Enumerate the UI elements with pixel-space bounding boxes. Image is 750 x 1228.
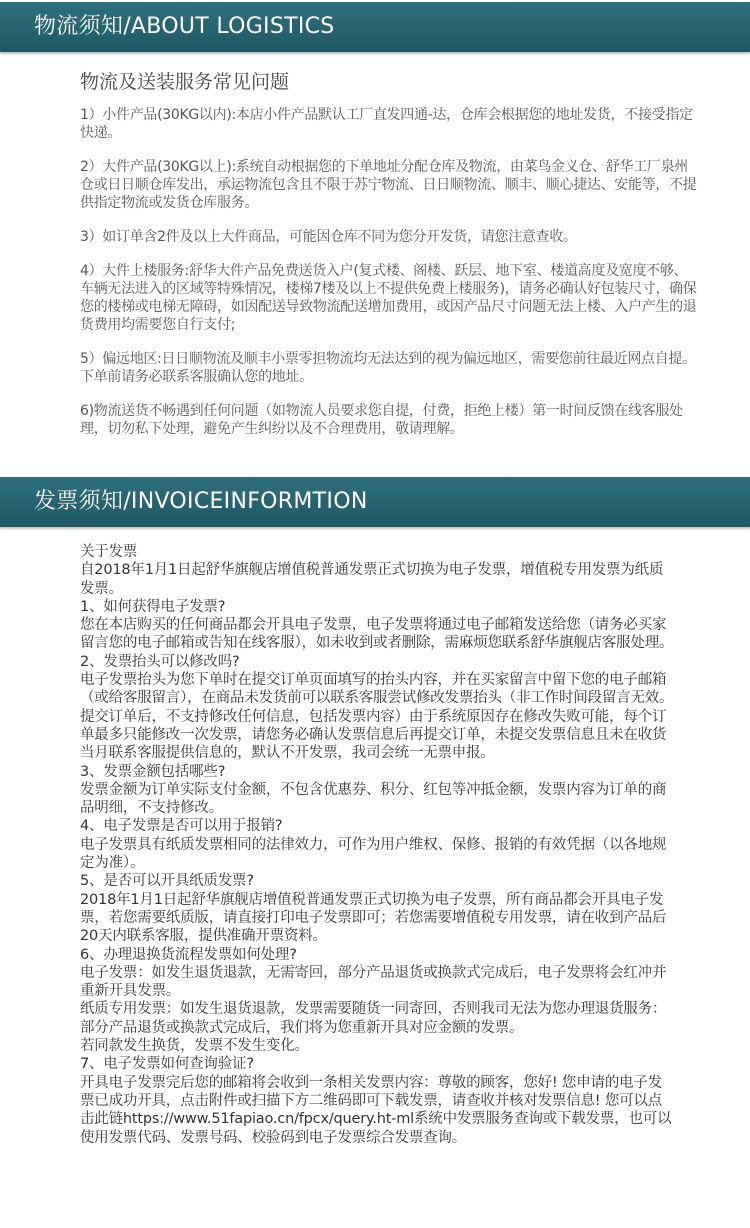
invoice-question-7: 7、电子发票如何查询验证?: [80, 1056, 254, 1073]
invoice-title: 关于发票: [80, 544, 138, 560]
invoice-section: [0, 527, 750, 1147]
logistics-item-large: 2）大件产品(30KG以上):系统自动根据您的下单地址分配仓库及物流，由菜鸟金义仓、舒华工厂泉州仓或日日顺仓库发出，承运物流包含且不限于苏宁物流、日日顺物流、顺丰、顺心捷达、安能等，不提供指定物流或发货仓库服务。: [80, 159, 697, 211]
invoice-question-1: 1、如何获得电子发票?: [80, 598, 226, 615]
invoice-question-4: 4、电子发票是否可以用于报销?: [80, 818, 283, 835]
invoice-answer-4: 电子发票具有纸质发票相同的法律效力，可作为用户维权、保修、报销的有效凭据（以各地规定为准）。: [80, 836, 667, 872]
invoice-answer-7: 开具电子发票完后您的邮箱将会收到一条相关发票内容：尊敬的顾客，您好! 您申请的电子发票已成功开具，点击附件或扫描下方二维码即可下载发票，请查收并核对发票信息! 您可以点击此链https://www.51fapiao.cn/fpcx/query.ht-ml系统中发票服务查询或下载发票，也可以使用发票代码、发票号码、校验码到电子发票综合发票查询。: [80, 1074, 672, 1146]
logistics-item-upstairs: 4）大件上楼服务:舒华大件产品免费送货入户(复式楼、阁楼、跃层、地下室、楼道高度及宽度不够、车辆无法进入的区域等特殊情况，楼梯7楼及以上不提供免费上楼服务)，请务必确认好包装尺寸，确保您的楼梯或电梯无障碍，如因配送导致物流配送增加费用，或因产品尺寸问题无法上楼、入户产生的退货费用均需要您自行支付;: [80, 263, 697, 333]
invoice-answer-2: 电子发票抬头为您下单时在提交订单页面填写的抬头内容，并在买家留言中留下您的电子邮箱（或给客服留言），在商品未发货前可以联系客服尝试修改发票抬头（非工作时间段留言无效。提交订单后，不支持修改任何信息，包括发票内容）由于系统原因存在修改失败可能，每个订单最多只能修改一次发票，请您务必确认发票信息后再提交订单，未提交发票信息且未在收货当月联系客服提供信息的，默认不开发票，我司会统一无票申报。: [80, 672, 674, 762]
invoice-header: 发票须知/INVOICEINFORMTION: [0, 477, 750, 527]
logistics-section: [0, 52, 750, 438]
logistics-header: 物流须知/ABOUT LOGISTICS: [0, 2, 750, 52]
invoice-answer-6-paper: 纸质专用发票：如发生退货退款，发票需要随货一同寄回，否则我司无法为您办理退货服务：部分产品退货或换款式完成后，我们将为您重新开具对应金额的发票。: [80, 1001, 667, 1036]
logistics-item-problems: 6)物流送货不畅遇到任何问题（如物流人员要求您自提，付费，拒绝上楼）第一时间反馈在线客服处理，切勿私下处理，避免产生纠纷以及不合理费用，敬请理解。: [80, 403, 683, 437]
invoice-question-5: 5、是否可以开具纸质发票?: [80, 873, 254, 890]
logistics-subtitle: 物流及送装服务常见问题: [80, 71, 290, 93]
invoice-question-3: 3、发票金额包括哪些?: [80, 763, 226, 780]
invoice-answer-6-exchange: 若同款发生换货，发票不发生变化。: [80, 1038, 309, 1055]
invoice-question-6: 6、办理退换货流程发票如何处理?: [80, 946, 297, 963]
invoice-answer-5: 2018年1月1日起舒华旗舰店增值税普通发票正式切换为电子发票，所有商品都会开具电子发票，若您需要纸质版，请直接打印电子发票即可；若您需要增值税专用发票，请在收到产品后20天内联系客服，提供准确开票资料。: [80, 891, 667, 945]
invoice-answer-6-electronic: 电子发票：如发生退货退款，无需寄回，部分产品退货或换款式完成后，电子发票将会红冲并重新开具发票。: [80, 964, 667, 1000]
logistics-item-small: 1）小件产品(30KG以内):本店小件产品默认工厂直发四通-达，仓库会根据您的地址发货，不接受指定快递。: [80, 107, 693, 141]
logistics-item-remote: 5）偏远地区:日日顺物流及顺丰小票零担物流均无法达到的视为偏远地区，需要您前往最近网点自提。下单前请务必联系客服确认您的地址。: [80, 351, 696, 385]
logistics-item-split-shipping: 3）如订单含2件及以上大件商品，可能因仓库不同为您分开发货，请您注意查收。: [80, 229, 577, 245]
invoice-question-2: 2、发票抬头可以修改吗?: [80, 653, 240, 670]
invoice-intro: 自2018年1月1日起舒华旗舰店增值税普通发票正式切换为电子发票，增值税专用发票为纸质发票。: [80, 562, 664, 597]
invoice-answer-3: 发票金额为订单实际支付金额，不包含优惠券、积分、红包等冲抵金额，发票内容为订单的商品明细，不支持修改。: [80, 781, 667, 817]
invoice-answer-1: 您在本店购买的任何商品都会开具电子发票，电子发票将通过电子邮箱发送给您（请务必买家留言您的电子邮箱或告知在线客服），如未收到或者删除，需麻烦您联系舒华旗舰店客服处理。: [80, 617, 674, 652]
